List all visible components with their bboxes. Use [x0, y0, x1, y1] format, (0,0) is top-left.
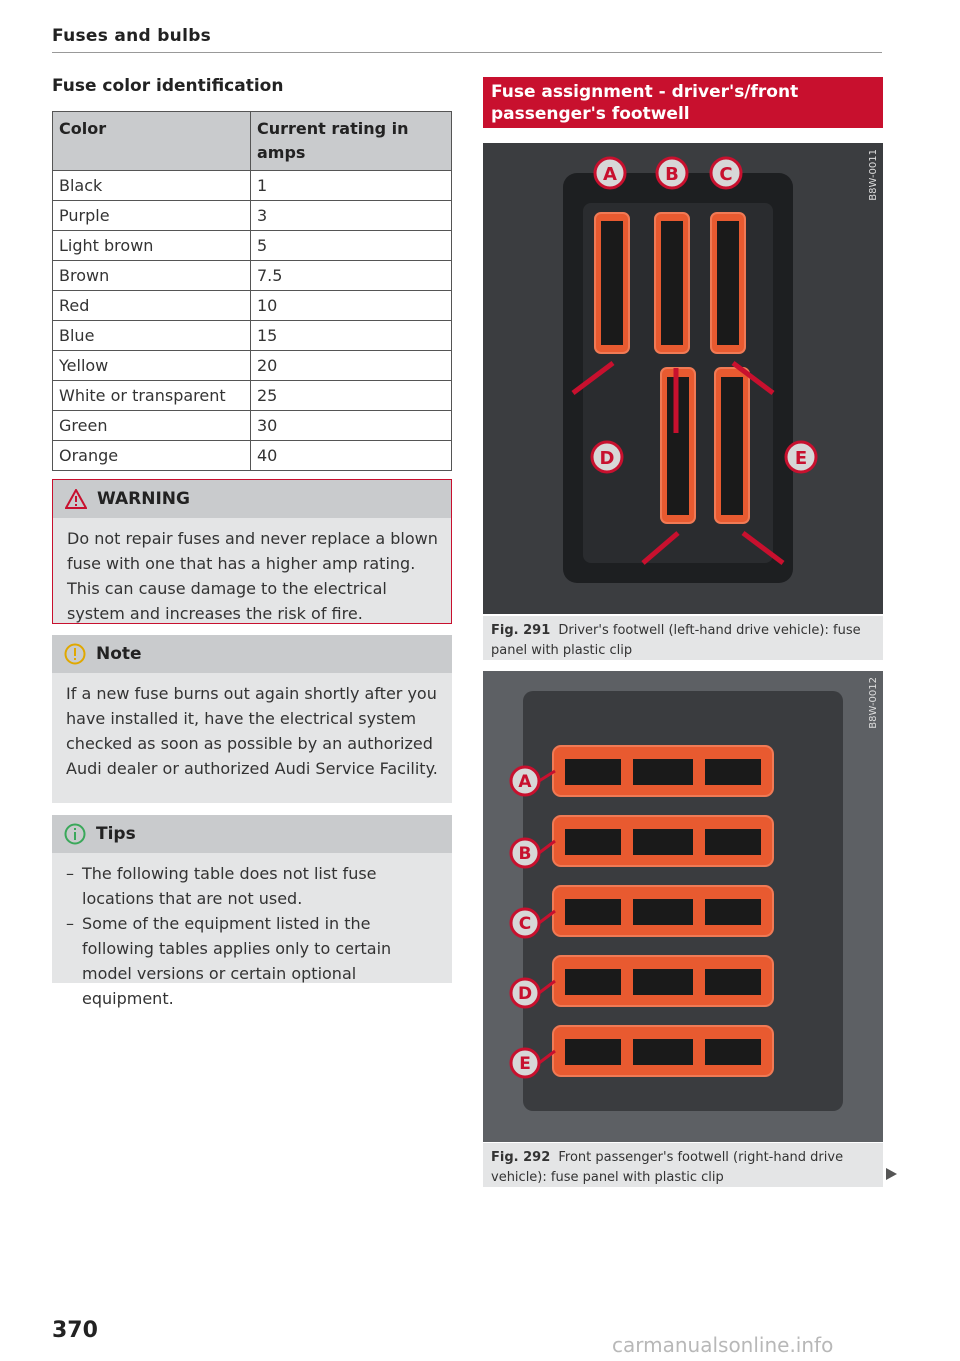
table-row — [53, 261, 452, 291]
color-cell: Purple — [53, 201, 251, 231]
fig1-label-c: C — [719, 164, 733, 185]
warning-label: WARNING — [97, 489, 190, 509]
note-box — [52, 635, 452, 803]
fig2-label-b: B — [518, 844, 532, 864]
caption-text: Front passenger's footwell (right-hand drive vehicle): fuse panel with plastic clip — [491, 1150, 844, 1185]
rating-cell: 20 — [251, 351, 452, 381]
color-cell: Brown — [53, 261, 251, 291]
figure-number: Fig. 291 — [491, 623, 551, 638]
color-cell: Yellow — [53, 351, 251, 381]
fig2-label-e: E — [519, 1054, 531, 1074]
tip-text: The following table does not list fuse locations that are not used. — [82, 864, 377, 908]
fig2-label-a: A — [518, 772, 532, 792]
tips-label: Tips — [96, 824, 136, 844]
color-cell: Red — [53, 291, 251, 321]
table-row — [53, 441, 452, 471]
color-cell: Blue — [53, 321, 251, 351]
figure-passenger-footwell — [483, 671, 883, 1142]
tip-text: Some of the equipment listed in the following tables applies only to certain model versions or certain optional equipment. — [82, 914, 392, 1008]
table-row — [53, 411, 452, 441]
rating-cell: 10 — [251, 291, 452, 321]
exclamation-circle-icon — [64, 643, 86, 665]
table-title: Fuse color identification — [52, 76, 284, 96]
column-header-rating: Current rating in amps — [251, 112, 452, 171]
rating-cell: 3 — [251, 201, 452, 231]
figure-code: B8W-0012 — [868, 677, 879, 729]
note-label: Note — [96, 644, 142, 664]
figure-caption — [483, 1143, 883, 1187]
fig2-label-c: C — [518, 914, 532, 934]
caption-text: Driver's footwell (left-hand drive vehicle): fuse panel with plastic clip — [491, 623, 861, 658]
fig1-label-a: A — [603, 164, 617, 185]
rating-cell: 7.5 — [251, 261, 452, 291]
column-header-color: Color — [53, 112, 251, 171]
note-header — [52, 635, 452, 673]
fuse-assignment-heading: Fuse assignment - driver's/front passenger's footwell — [483, 77, 883, 128]
table-row — [53, 171, 452, 201]
rating-cell: 40 — [251, 441, 452, 471]
fig1-label-e: E — [794, 448, 808, 469]
rating-cell: 1 — [251, 171, 452, 201]
figure-code: B8W-0011 — [868, 149, 879, 201]
table-row — [53, 291, 452, 321]
page-number: 370 — [52, 1318, 98, 1343]
fig2-label-d: D — [517, 984, 533, 1004]
watermark: carmanualsonline.info — [612, 1333, 834, 1357]
table-row — [53, 231, 452, 261]
table-row — [53, 381, 452, 411]
warning-text: Do not repair fuses and never replace a blown fuse with one that has a higher amp rating. This can cause damage to the electrical system and increases the risk of fire. — [67, 529, 438, 623]
continue-arrow-icon — [886, 1168, 897, 1180]
fuse-color-table — [52, 111, 452, 471]
note-text: If a new fuse burns out again shortly after you have installed it, have the electrical system checked as soon as possible by an authorized Audi dealer or authorized Audi Service Facility. — [66, 684, 438, 778]
rating-cell: 5 — [251, 231, 452, 261]
fig1-label-b: B — [665, 164, 679, 185]
figure-driver-footwell — [483, 143, 883, 614]
color-cell: Green — [53, 411, 251, 441]
warning-triangle-icon — [65, 489, 87, 509]
fig1-label-d: D — [599, 448, 615, 469]
table-row — [53, 351, 452, 381]
section-header: Fuses and bulbs — [52, 26, 212, 46]
warning-header — [53, 480, 451, 518]
color-cell: Orange — [53, 441, 251, 471]
rating-cell: 25 — [251, 381, 452, 411]
rating-cell: 15 — [251, 321, 452, 351]
header-divider — [52, 52, 882, 53]
fuse-panel-illustration — [483, 143, 883, 614]
table-row — [53, 201, 452, 231]
figure-caption — [483, 616, 883, 660]
tips-list — [52, 853, 452, 1021]
tips-header — [52, 815, 452, 853]
info-circle-icon — [64, 823, 86, 845]
color-cell: White or transparent — [53, 381, 251, 411]
tips-box — [52, 815, 452, 1008]
table-header-row — [53, 112, 452, 171]
list-item: – Some of the equipment listed in the following tables applies only to certain model versions or certain optional equipment. — [66, 911, 440, 1011]
list-item: – The following table does not list fuse locations that are not used. — [66, 861, 440, 911]
figure-number: Fig. 292 — [491, 1150, 551, 1165]
rating-cell: 30 — [251, 411, 452, 441]
color-cell: Black — [53, 171, 251, 201]
table-row — [53, 321, 452, 351]
color-cell: Light brown — [53, 231, 251, 261]
warning-box — [52, 479, 452, 624]
fuse-panel-illustration — [483, 671, 883, 1142]
